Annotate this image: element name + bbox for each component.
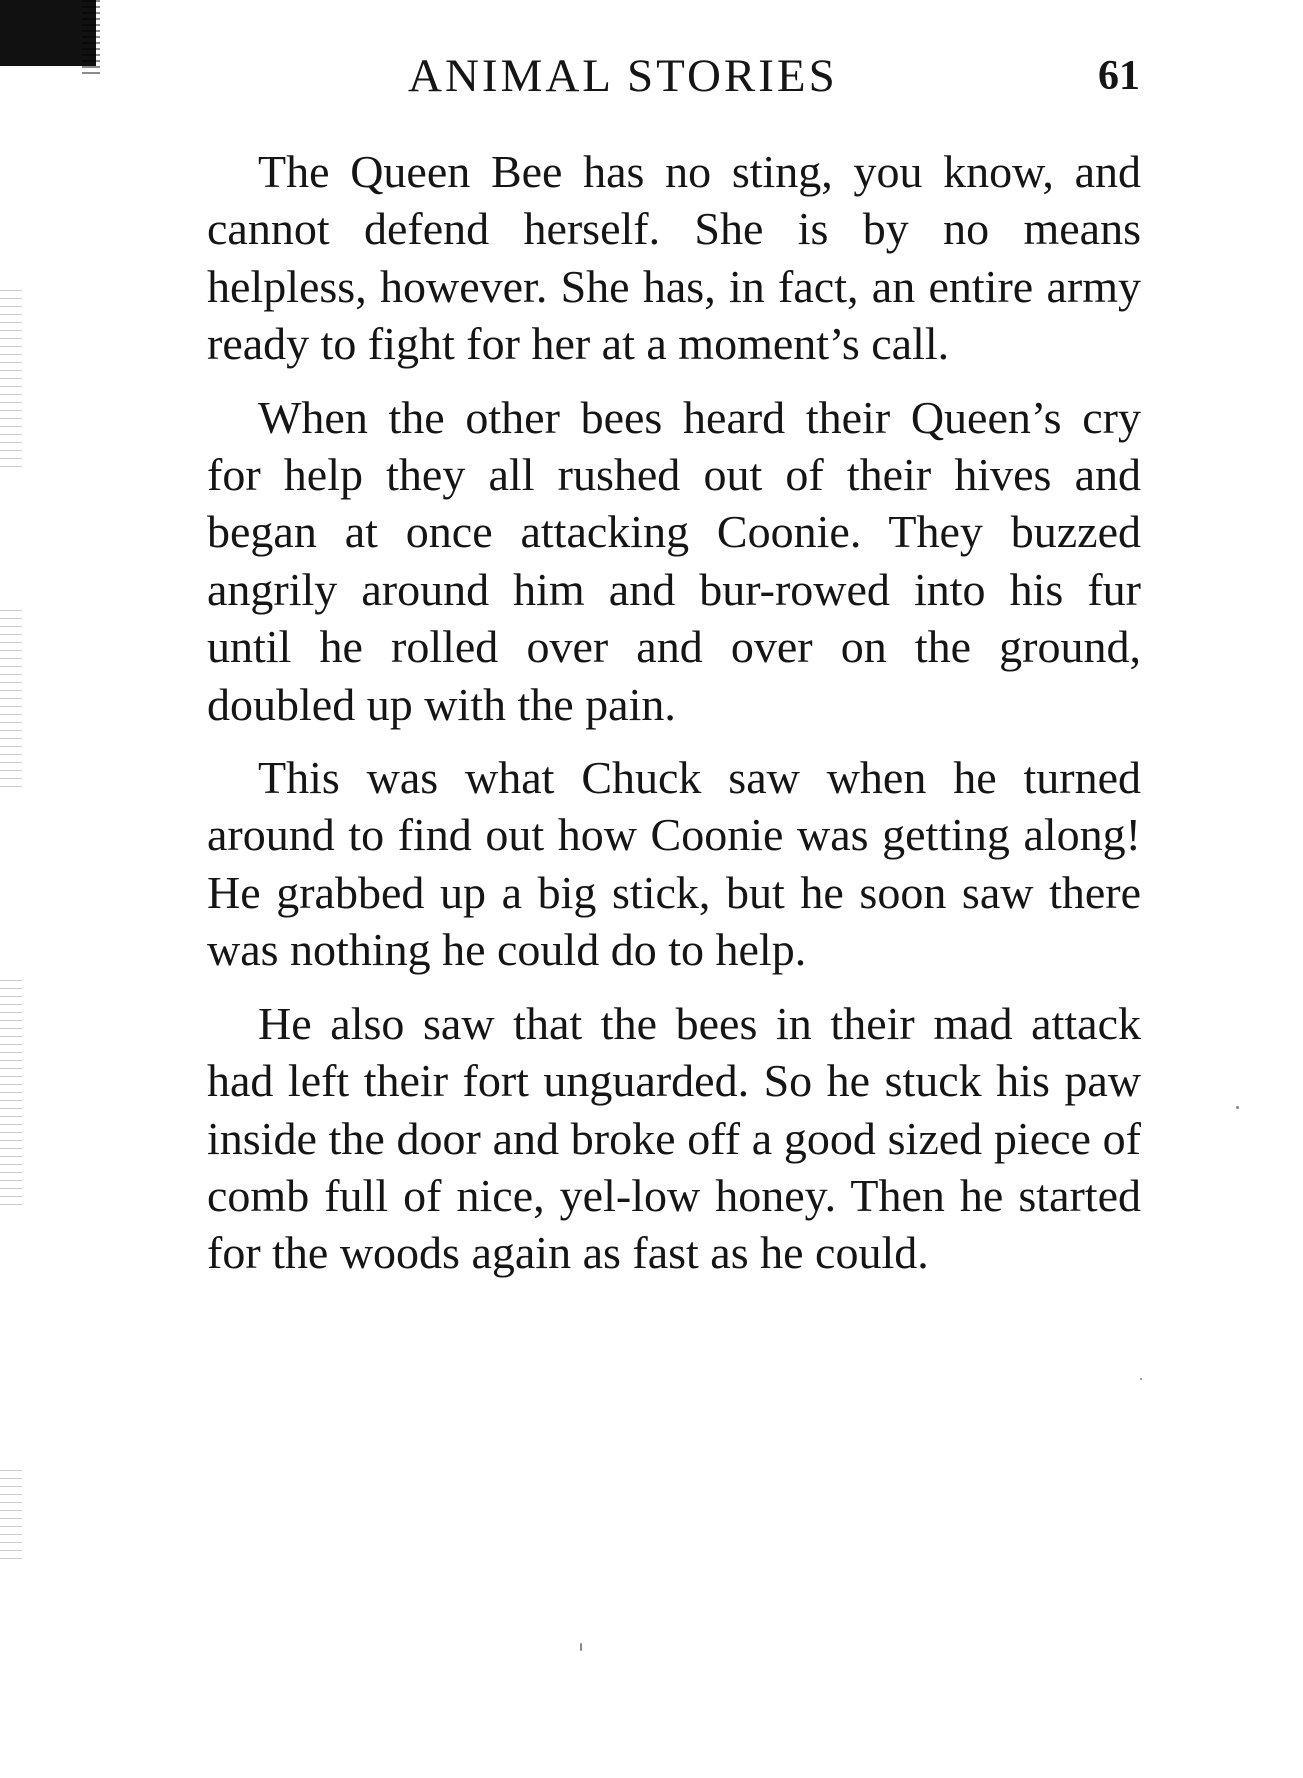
paragraph-honey-escape: He also saw that the bees in their mad attack had left their fort unguarded. So he stuck his paw inside the door and broke off a good sized piece of comb full of nice, yel-low honey. Then he started for the woods again as fast as he could. <box>207 997 1141 1279</box>
running-header <box>408 48 1140 104</box>
scan-dust-speck <box>1236 1106 1239 1109</box>
paragraph-bee-attack: When the other bees heard their Queen’s cry for help they all rushed out of their hives and began at once attacking Coonie. They buzzed angrily around him and bur-rowed into his fur until he rolled over and over on the ground, doubled up with the pain. <box>207 391 1141 730</box>
scan-dust-speck <box>1140 1378 1142 1380</box>
scan-edge-speckles <box>0 290 22 470</box>
page-number: 61 <box>1098 53 1140 99</box>
story-text <box>207 143 1141 1282</box>
scan-edge-speckles <box>0 610 22 790</box>
scan-edge-speckles <box>0 980 22 1210</box>
scan-edge-mark <box>0 0 96 66</box>
scan-edge-speckles <box>0 1470 22 1560</box>
book-section-title: ANIMAL STORIES <box>408 49 838 102</box>
scan-dust-speck <box>580 1643 582 1651</box>
paragraph-chuck-turns: This was what Chuck saw when he turned around to find out how Coonie was getting along! He grabbed up a big stick, but he soon saw there was nothing he could do to help. <box>207 752 1141 976</box>
paragraph-queen-bee: The Queen Bee has no sting, you know, and cannot defend herself. She is by no means helpless, however. She has, in fact, an entire army ready to fight for her at a moment’s call. <box>207 146 1141 370</box>
